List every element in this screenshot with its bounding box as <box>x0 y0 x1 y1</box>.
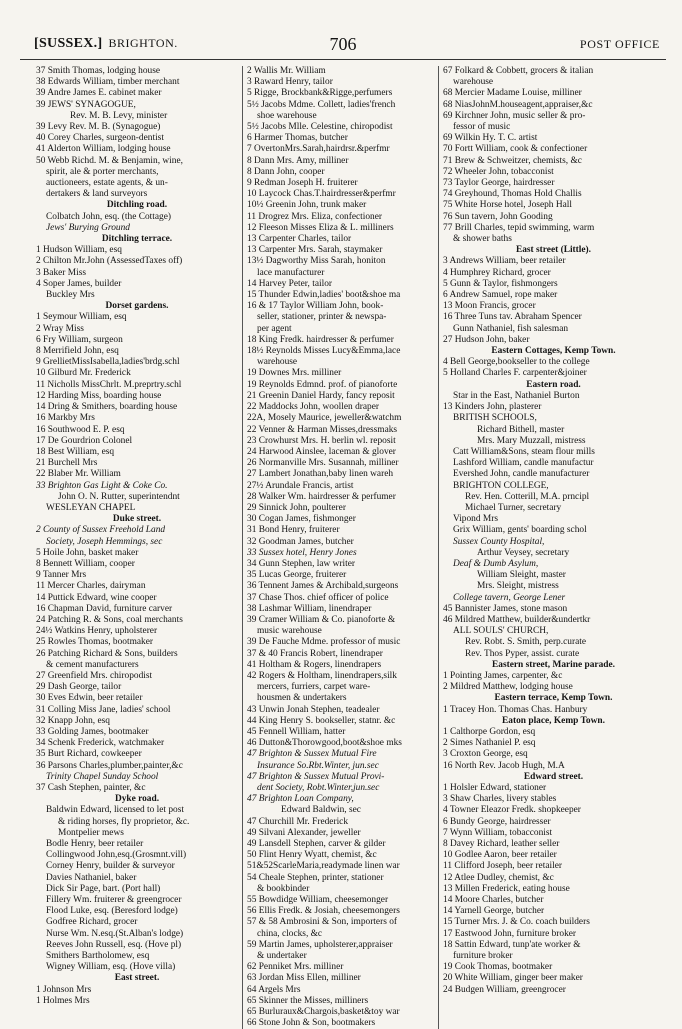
directory-entry: 71 Brew & Schweitzer, chemists, &c <box>443 155 582 166</box>
directory-entry: William Sleight, master <box>477 570 566 581</box>
directory-entry: 66 Stone John & Son, bootmakers <box>247 1018 376 1029</box>
directory-entry: 2 Chilton Mr.John (AssessedTaxes off) <box>36 256 183 267</box>
directory-entry: & riding horses, fly proprietor, &c. <box>58 816 190 827</box>
directory-entry: 41 Alderton William, lodging house <box>36 144 171 155</box>
street-heading: Eastern terrace, Kemp Town. <box>494 693 613 704</box>
directory-entry: Star in the East, Nathaniel Burton <box>453 390 580 401</box>
directory-entry: 76 Sun tavern, John Gooding <box>443 211 553 222</box>
directory-entry: 27 Hudson John, baker <box>443 334 530 345</box>
directory-entry: 24 Patching R. & Sons, coal merchants <box>36 614 183 625</box>
directory-entry: 5 Gunn & Taylor, fishmongers <box>443 278 558 289</box>
directory-entry: 16 Southwood E. P. esq <box>36 424 125 435</box>
directory-entry: 34 Gunn Stephen, law writer <box>247 558 356 569</box>
directory-entry: 64 Argels Mrs <box>247 984 301 995</box>
directory-entry: 14 Yarnell George, butcher <box>443 906 545 917</box>
directory-entry: mercers, furriers, carpet ware- <box>257 682 371 693</box>
directory-entry: Bodle Henry, beer retailer <box>46 839 144 850</box>
directory-entry: 41 Holtham & Rogers, linendrapers <box>247 659 382 670</box>
directory-entry: 17 Eastwood John, furniture broker <box>443 928 577 939</box>
directory-entry: 37 Chase Thos. chief officer of police <box>247 592 389 603</box>
directory-entry: 37 & 40 Francis Robert, linendraper <box>247 648 383 659</box>
directory-entry: 24 Harwood Ainslee, laceman & glover <box>247 446 396 457</box>
directory-entry: 14 Moore Charles, butcher <box>443 895 544 906</box>
directory-entry: 24 Budgen William, greengrocer <box>443 984 566 995</box>
directory-entry: 22A, Mosely Maurice, jeweller&watchm <box>247 413 402 424</box>
directory-entry: 18 King Fredk. hairdresser & perfumer <box>247 334 394 345</box>
directory-entry: 19 Reynolds Edmnd. prof. of pianoforte <box>247 379 398 390</box>
directory-entry: 19 Downes Mrs. milliner <box>247 368 342 379</box>
directory-entry: 22 Maddocks John, woollen draper <box>247 402 380 413</box>
directory-entry: spirit, ale & porter merchants, <box>46 166 159 177</box>
directory-entry: 21 Burchell Mrs <box>36 458 98 469</box>
directory-entry: Reeves John Russell, esq. (Hove pl) <box>46 939 182 950</box>
directory-entry: 67 Folkard & Cobbett, grocers & italian <box>443 66 594 76</box>
directory-entry: 9 Tanner Mrs <box>36 570 87 581</box>
directory-entry: 24½ Watkins Henry, upholsterer <box>36 626 158 637</box>
directory-entry: Grix William, gents' boarding schol <box>453 525 587 536</box>
page-number: 706 <box>329 34 357 54</box>
directory-entry: Society, Joseph Hemmings, sec <box>46 536 163 547</box>
directory-entry: Gunn Nathaniel, fish salesman <box>453 323 569 334</box>
directory-entry: 28 Walker Wm. hairdresser & perfumer <box>247 491 396 502</box>
directory-entry: 63 Jordan Miss Ellen, milliner <box>247 973 361 984</box>
directory-entry: Vipond Mrs <box>453 514 499 525</box>
directory-entry: 6 Fry William, surgeon <box>36 334 123 345</box>
directory-entry: 65 Skinner the Misses, milliners <box>247 995 369 1006</box>
directory-entry: 8 Davey Richard, leather seller <box>443 839 560 850</box>
directory-entry: Rev. Thos Pyper, assist. curate <box>465 648 580 659</box>
directory-entry: Lashford William, candle manufactur <box>453 458 594 469</box>
directory-entry: College tavern, George Lener <box>453 592 566 603</box>
directory-entry: 3 Raward Henry, tailor <box>247 77 333 88</box>
directory-entry: 74 Greyhound, Thomas Hold Challis <box>443 189 582 200</box>
directory-entry: 19 Cook Thomas, bootmaker <box>443 962 553 973</box>
directory-entry: 27 Greenfield Mrs. chiropodist <box>36 670 153 681</box>
directory-entry: music warehouse <box>257 626 322 637</box>
directory-entry: 6 Harmer Thomas, butcher <box>247 133 348 144</box>
street-heading: East street. <box>114 973 160 984</box>
section-label: POST OFFICE <box>579 37 660 51</box>
directory-entry: 16 Chapman David, furniture carver <box>36 603 173 614</box>
directory-entry: 22 Venner & Harman Misses,dressmaks <box>247 424 398 435</box>
directory-entry: warehouse <box>453 77 494 88</box>
directory-entry: 69 Wilkin Hy. T. C. artist <box>443 133 538 144</box>
directory-entry: lace manufacturer <box>257 267 325 278</box>
directory-entry: 35 Lucas George, fruiterer <box>247 570 347 581</box>
directory-entry: 5½ Jacobs Mdme. Collett, ladies'french <box>247 99 396 110</box>
directory-entry: 46 Dutton&Thorowgood,boot&shoe mks <box>247 738 402 749</box>
directory-entry: 16 & 17 Taylor William John, book- <box>247 301 384 312</box>
directory-entry: & cement manufacturers <box>46 659 139 670</box>
directory-entry: 33 Brighton Gas Light & Coke Co. <box>36 480 168 491</box>
directory-entry: 50 Webb Richd. M. & Benjamin, wine, <box>36 155 183 166</box>
directory-entry: Nurse Wm. N.esq.(St.Alban's lodge) <box>46 928 184 939</box>
directory-entry: 5 Holland Charles F. carpenter&joiner <box>443 368 587 379</box>
directory-entry: Fillery Wm. fruiterer & greengrocer <box>46 895 182 906</box>
directory-entry: 15 Thunder Edwin,ladies' boot&shoe ma <box>247 290 401 301</box>
directory-entry: 43 Unwin Jonah Stephen, teadealer <box>247 704 380 715</box>
directory-entry: 40 Corey Charles, surgeon-dentist <box>36 133 164 144</box>
directory-entry: 16 Three Tuns tav. Abraham Spencer <box>443 312 582 323</box>
directory-entry: 1 Seymour William, esq <box>36 312 127 323</box>
directory-entry: per agent <box>257 323 292 334</box>
directory-entry: 14 Dring & Smithers, boarding house <box>36 402 178 413</box>
directory-entry: 51&52ScarleMaria,readymade linen war <box>247 861 400 872</box>
directory-entry: auctioneers, estate agents, & un- <box>46 178 168 189</box>
directory-entry: 39 Cramer William & Co. pianoforte & <box>247 614 396 625</box>
directory-entry: Evershed John, candle manufacturer <box>453 469 590 480</box>
directory-entry: 2 Simes Nathaniel P. esq <box>443 738 536 749</box>
directory-entry: 5 Rigge, Brockbank&Rigge,perfumers <box>247 88 393 99</box>
directory-entry: Edward Baldwin, sec <box>281 805 361 816</box>
directory-entry: 36 Tennent James & Archibald,surgeons <box>247 581 399 592</box>
column-middle <box>242 66 438 1029</box>
directory-entry: 6 Andrew Samuel, rope maker <box>443 290 558 301</box>
directory-entry: 23 Crowhurst Mrs. H. berlin wl. reposit <box>247 435 396 446</box>
directory-entry: 54 Cheale Stephen, printer, stationer <box>247 872 384 883</box>
directory-entry: 45 Bannister James, stone mason <box>443 603 568 614</box>
street-heading: Dorset gardens. <box>105 301 169 312</box>
directory-entry: Arthur Veysey, secretary <box>477 547 570 558</box>
directory-entry: 49 Silvani Alexander, jeweller <box>247 827 361 838</box>
directory-entry: Wigney William, esq. (Hove villa) <box>46 962 176 973</box>
directory-entry: 72 Wheeler John, tobacconist <box>443 166 554 177</box>
directory-entry: John O. N. Rutter, superintendnt <box>58 491 180 502</box>
directory-entry: Godfree Richard, grocer <box>46 917 138 928</box>
directory-entry: 11 Drogrez Mrs. Eliza, confectioner <box>247 211 383 222</box>
directory-entry: 30 Cogan James, fishmonger <box>247 514 356 525</box>
directory-entry: china, clocks, &c <box>257 928 323 939</box>
directory-entry: 34 Schenk Frederick, watchmaker <box>36 738 165 749</box>
directory-entry: Colbatch John, esq. (the Cottage) <box>46 211 171 222</box>
street-heading: Eastern road. <box>526 379 581 390</box>
directory-entry: 29 Sinnick John, poulterer <box>247 502 346 513</box>
directory-entry: 68 Mercier Madame Louise, milliner <box>443 88 582 99</box>
directory-entry: 16 Markby Mrs <box>36 413 95 424</box>
directory-entry: 73 Taylor George, hairdresser <box>443 178 555 189</box>
directory-entry: 27 Lambert Jonathan,baby linen wareh <box>247 469 394 480</box>
directory-entry: 22 Blaber Mr. William <box>36 469 121 480</box>
directory-entry: 16 North Rev. Jacob Hugh, M.A <box>443 760 565 771</box>
directory-entry: 1 Tracey Hon. Thomas Chas. Hanbury <box>443 704 588 715</box>
county-label: [SUSSEX.] <box>34 36 103 51</box>
directory-entry: 13½ Dagworthy Miss Sarah, honiton <box>247 256 386 267</box>
directory-entry: 8 Merrifield John, esq <box>36 346 119 357</box>
street-heading: Ditchling road. <box>106 200 168 211</box>
directory-entry: shoe warehouse <box>257 110 317 121</box>
street-heading: Ditchling terrace. <box>101 234 173 245</box>
directory-entry: 12 Fleeson Misses Eliza & L. milliners <box>247 222 394 233</box>
directory-entry: Montpelier mews <box>58 827 124 838</box>
directory-entry: Dick Sir Page, bart. (Port hall) <box>46 883 161 894</box>
directory-entry: 50 Flint Henry Wyatt, chemist, &c <box>247 850 377 861</box>
directory-entry: 2 County of Sussex Freehold Land <box>36 525 166 536</box>
directory-entry: 27½ Arundale Francis, artist <box>247 480 354 491</box>
page-header <box>20 34 666 56</box>
directory-entry: dertakers & land surveyors <box>46 189 148 200</box>
street-heading: Duke street. <box>112 514 162 525</box>
directory-entry: 14 Harvey Peter, tailor <box>247 278 333 289</box>
directory-columns <box>36 66 666 1029</box>
directory-entry: 6 Bundy George, hairdresser <box>443 816 551 827</box>
directory-entry: 8 Dann Mrs. Amy, milliner <box>247 155 349 166</box>
directory-entry: 1 Holmes Mrs <box>36 995 90 1006</box>
directory-entry: 8 Bennett William, cooper <box>36 558 135 569</box>
directory-entry: Corney Henry, builder & surveyor <box>46 861 175 872</box>
directory-entry: 13 Kinders John, plasterer <box>443 402 542 413</box>
directory-entry: & bookbinder <box>257 883 310 894</box>
directory-entry: 75 White Horse hotel, Joseph Hall <box>443 200 572 211</box>
directory-entry: 26 Patching Richard & Sons, builders <box>36 648 178 659</box>
directory-entry: 18 Sattin Edward, tunp'ate worker & <box>443 939 581 950</box>
directory-entry: 31 Bond Henry, fruiterer <box>247 525 340 536</box>
directory-entry: 70 Fortt William, cook & confectioner <box>443 144 588 155</box>
directory-entry: 4 Towner Eleazor Fredk. shopkeeper <box>443 805 581 816</box>
directory-entry: 47 Brighton & Sussex Mutual Fire <box>247 749 377 760</box>
directory-entry: 17 De Gourdrion Colonel <box>36 435 133 446</box>
directory-entry: 44 King Henry S. bookseller, statnr. &c <box>247 715 396 726</box>
directory-entry: & shower baths <box>453 234 512 245</box>
directory-entry: ALL SOULS' CHURCH, <box>453 626 549 637</box>
directory-entry: & undertaker <box>257 951 307 962</box>
directory-entry: 10½ Greenin John, trunk maker <box>247 200 367 211</box>
directory-entry: 3 Croxton George, esq <box>443 749 528 760</box>
street-heading: Dyke road. <box>114 794 160 805</box>
directory-entry: 59 Martin James, upholsterer,appraiser <box>247 939 393 950</box>
directory-entry: 21 Greenin Daniel Hardy, fancy reposit <box>247 390 395 401</box>
directory-entry: Buckley Mrs <box>46 290 95 301</box>
directory-entry: 9 Redman Joseph H. fruiterer <box>247 178 358 189</box>
directory-entry: 26 Normanville Mrs. Susannah, milliner <box>247 458 399 469</box>
directory-entry: 13 Moon Francis, grocer <box>443 301 536 312</box>
directory-entry: 57 & 58 Ambrosini & Son, importers of <box>247 917 397 928</box>
directory-entry: 31 Colling Miss Jane, ladies' school <box>36 704 171 715</box>
directory-entry: 7 Wynn William, tobacconist <box>443 827 553 838</box>
directory-entry: Mrs. Mary Muzzall, mistress <box>477 435 586 446</box>
directory-entry: 37 Cash Stephen, painter, &c <box>36 783 146 793</box>
directory-entry: 4 Humphrey Richard, grocer <box>443 267 551 278</box>
directory-entry: 39 Andre James E. cabinet maker <box>36 88 162 99</box>
directory-entry: 13 Carpenter Charles, tailor <box>247 234 352 245</box>
directory-entry: 36 Parsons Charles,plumber,painter,&c <box>36 760 183 771</box>
directory-entry: 13 Millen Frederick, eating house <box>443 883 570 894</box>
directory-entry: warehouse <box>257 357 298 368</box>
directory-entry: fessor of music <box>453 122 511 133</box>
directory-entry: Smithers Bartholomew, esq <box>46 951 150 962</box>
directory-entry: 42 Rogers & Holtham, linendrapers,silk <box>247 670 397 681</box>
directory-entry: 37 Smith Thomas, lodging house <box>36 66 161 76</box>
directory-entry: Sussex County Hospital, <box>453 536 545 547</box>
directory-entry: 11 Mercer Charles, dairyman <box>36 581 146 592</box>
directory-entry: BRIGHTON COLLEGE, <box>453 480 549 491</box>
directory-entry: BRITISH SCHOOLS, <box>453 413 537 424</box>
directory-entry: 18 Best William, esq <box>36 446 115 457</box>
directory-entry: Flood Luke, esq. (Beresford lodge) <box>46 906 178 917</box>
directory-entry: 65 Burluraux&Chargois,basket&toy war <box>247 1007 400 1018</box>
directory-entry: furniture broker <box>453 951 513 962</box>
directory-entry: 55 Bowdidge William, cheesemonger <box>247 895 389 906</box>
directory-entry: 30 Eves Edwin, beer retailer <box>36 693 143 704</box>
street-heading: Eastern Cottages, Kemp Town. <box>491 346 616 357</box>
column-left <box>36 66 242 1029</box>
directory-entry: 18½ Reynolds Misses Lucy&Emma,lace <box>247 346 401 357</box>
directory-entry: 49 Lansdell Stephen, carver & gilder <box>247 839 386 850</box>
directory-entry: 77 Brill Charles, tepid swimming, warm <box>443 222 595 233</box>
directory-entry: 68 NiasJohnM.houseagent,appraiser,&c <box>443 99 593 110</box>
directory-entry: Rev. Robt. S. Smith, perp.curate <box>465 637 586 648</box>
directory-entry: 1 Calthorpe Gordon, esq <box>443 726 536 737</box>
directory-entry: Collingwood John,esq.(Grosmnt.vill) <box>46 850 187 861</box>
street-heading: East street (Little). <box>515 245 592 256</box>
directory-entry: 33 Golding James, bootmaker <box>36 726 149 737</box>
directory-entry: 11 Nicholls MissChrlt. M.preprtry.schl <box>36 379 182 390</box>
directory-entry: 1 Hudson William, esq <box>36 245 122 256</box>
directory-entry: 32 Goodman James, butcher <box>247 536 354 547</box>
directory-entry: WESLEYAN CHAPEL <box>46 502 136 513</box>
directory-entry: 69 Kirchner John, music seller & pro- <box>443 110 586 121</box>
directory-entry: 5 Hoile John, basket maker <box>36 547 139 558</box>
directory-entry: Deaf & Dumb Asylum, <box>453 558 539 569</box>
directory-entry: 4 Bell George,bookseller to the college <box>443 357 590 368</box>
directory-entry: Michael Turner, secretary <box>465 502 562 513</box>
directory-entry: housmen & undertakers <box>257 693 347 704</box>
directory-entry: 33 Sussex hotel, Henry Jones <box>247 547 357 558</box>
directory-entry: seller, stationer, printer & newspa- <box>257 312 387 323</box>
directory-entry: 46 Mildred Matthew, builder&undertkr <box>443 614 591 625</box>
directory-entry: 13 Carpenter Mrs. Sarah, staymaker <box>247 245 383 256</box>
directory-entry: 47 Brighton & Sussex Mutual Provi- <box>247 771 385 782</box>
directory-entry: 3 Shaw Charles, livery stables <box>443 794 557 805</box>
column-right <box>438 66 664 1029</box>
directory-entry: 3 Andrews William, beer retailer <box>443 256 566 267</box>
directory-entry: 12 Harding Miss, boarding house <box>36 390 162 401</box>
directory-entry: 1 Holsler Edward, stationer <box>443 783 547 793</box>
directory-entry: Insurance So.Rbt.Winter, jun.sec <box>257 760 379 771</box>
directory-entry: 29 Dash George, tailor <box>36 682 122 693</box>
directory-entry: 1 Johnson Mrs <box>36 984 92 995</box>
directory-entry: Davies Nathaniel, baker <box>46 872 137 883</box>
directory-entry: 5½ Jacobs Mlle. Celestine, chiropodist <box>247 122 393 133</box>
street-heading: Eastern street, Marine parade. <box>492 659 615 670</box>
directory-entry: Baldwin Edward, licensed to let post <box>46 805 184 816</box>
directory-entry: 8 Dann John, cooper <box>247 166 325 177</box>
directory-entry: 2 Wray Miss <box>36 323 84 334</box>
directory-entry: 10 Laycock Chas.T.hairdresser&perfmr <box>247 189 396 200</box>
directory-entry: 3 Baker Miss <box>36 267 86 278</box>
directory-entry: 10 Gilburd Mr. Frederick <box>36 368 131 379</box>
directory-entry: Rev. Hen. Cotterill, M.A. prncipl <box>465 491 590 502</box>
directory-entry: 47 Brighton Loan Company, <box>247 794 354 805</box>
directory-entry: 45 Fennell William, hatter <box>247 726 346 737</box>
directory-entry: 39 De Fauche Mdme. professor of music <box>247 637 401 648</box>
directory-entry: Mrs. Sleight, mistress <box>477 581 559 592</box>
directory-entry: 20 White William, ginger beer maker <box>443 973 583 984</box>
directory-entry: 2 Wallis Mr. William <box>247 66 326 76</box>
directory-entry: Rev. M. B. Levy, minister <box>70 110 168 121</box>
directory-entry: 39 Levy Rev. M. B. (Synagogue) <box>36 122 161 133</box>
directory-entry: 12 Atlee Dudley, chemist, &c <box>443 872 554 883</box>
directory-entry: 11 Clifford Joseph, beer retailer <box>443 861 562 872</box>
directory-entry: 1 Pointing James, carpenter, &c <box>443 670 563 681</box>
directory-entry: 39 JEWS' SYNAGOGUE, <box>36 99 136 110</box>
directory-entry: 15 Turner Mrs. J. & Co. coach builders <box>443 917 590 928</box>
directory-entry: 62 Penniket Mrs. milliner <box>247 962 344 973</box>
directory-entry: 10 Godlee Aaron, beer retailer <box>443 850 557 861</box>
directory-entry: Catt William&Sons, steam flour mills <box>453 446 595 457</box>
directory-entry: 14 Puttick Edward, wine cooper <box>36 592 157 603</box>
street-heading: Eaton place, Kemp Town. <box>502 715 605 726</box>
directory-entry: dent Society, Robt.Winter,jun.sec <box>257 783 380 793</box>
directory-entry: 38 Lashmar William, linendraper <box>247 603 372 614</box>
header-rule <box>20 59 666 60</box>
directory-entry: Jews' Burying Ground <box>46 222 130 233</box>
directory-entry: 4 Soper James, builder <box>36 278 122 289</box>
town-label: BRIGHTON. <box>108 36 178 50</box>
directory-entry: 32 Knapp John, esq <box>36 715 110 726</box>
directory-entry: 25 Rowles Thomas, bootmaker <box>36 637 153 648</box>
directory-entry: 7 OvertonMrs.Sarah,hairdrsr.&perfmr <box>247 144 390 155</box>
directory-entry: 9 GrellietMissIsabella,ladies'brdg.schl <box>36 357 180 368</box>
directory-entry: Richard Bithell, master <box>477 424 565 435</box>
directory-entry: 38 Edwards William, timber merchant <box>36 77 180 88</box>
street-heading: Edward street. <box>523 771 584 782</box>
directory-entry: 47 Churchill Mr. Frederick <box>247 816 349 827</box>
directory-entry: Trinity Chapel Sunday School <box>46 771 159 782</box>
directory-entry: 56 Ellis Fredk. & Josiah, cheesemongers <box>247 906 400 917</box>
directory-entry: 2 Mildred Matthew, lodging house <box>443 682 573 693</box>
directory-entry: 35 Burt Richard, cowkeeper <box>36 749 142 760</box>
